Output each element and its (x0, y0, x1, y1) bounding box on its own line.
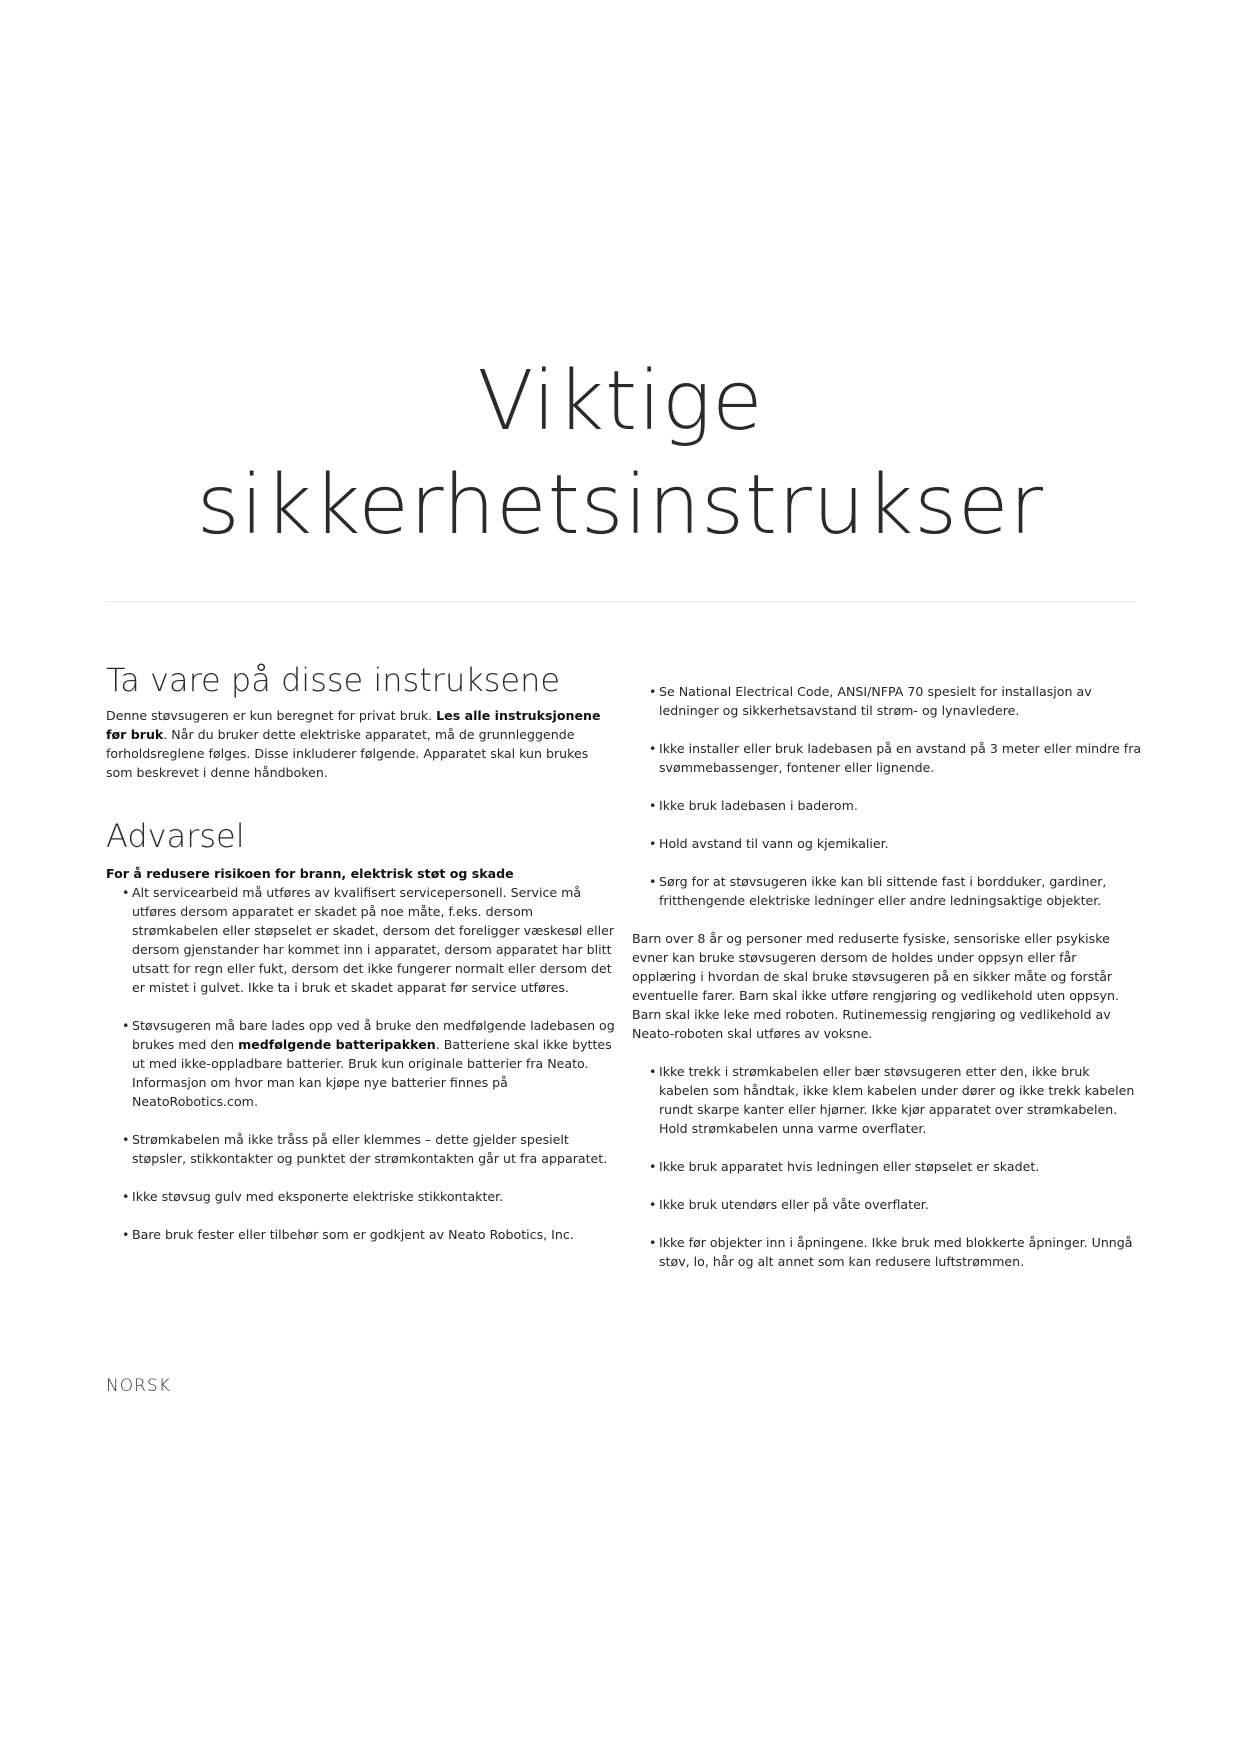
list-item: • Ikke bruk utendørs eller på våte overflater. (632, 1195, 1142, 1214)
section-heading-warning: Advarsel (106, 817, 245, 855)
warning-subheading: For å redusere risikoen for brann, elektrisk støt og skade (106, 866, 514, 881)
list-item: • Ikke trekk i strømkabelen eller bær støvsugeren etter den, ikke bruk kabelen som håndtak, ikke klem kabelen under dører og ikke trekk kabelen rundt skarpe kanter eller hjørner. Ikke kjør apparatet over strømkabelen. Hold strømkabelen unna varme overflater. (632, 1062, 1142, 1138)
list-item: • Bare bruk fester eller tilbehør som er godkjent av Neato Robotics, Inc. (106, 1225, 616, 1244)
list-item: • Ikke bruk ladebasen i baderom. (632, 796, 1142, 815)
left-column (106, 660, 616, 1263)
section-heading-instructions: Ta vare på disse instruksene (106, 661, 561, 699)
safety-list-1 (632, 682, 1142, 910)
list-item: • Hold avstand til vann og kjemikalier. (632, 834, 1142, 853)
list-item: • Ikke før objekter inn i åpningene. Ikke bruk med blokkerte åpninger. Unngå støv, lo, hår og alt annet som kan redusere luftstrømmen. (632, 1233, 1142, 1271)
list-item: • Ikke støvsug gulv med eksponerte elektriske stikkontakter. (106, 1187, 616, 1206)
list-item: • Ikke installer eller bruk ladebasen på en avstand på 3 meter eller mindre fra svømmebassenger, fontener eller lignende. (632, 739, 1142, 777)
list-item: • Støvsugeren må bare lades opp ved å bruke den medfølgende ladebasen og brukes med den medfølgende batteripakken. Batteriene skal ikke byttes ut med ikke-oppladbare batterier. Bruk kun originale batterier fra Neato. Informasjon om hvor man kan kjøpe nye batterier finnes på NeatoRobotics.com. (106, 1016, 616, 1111)
intro-paragraph: Denne støvsugeren er kun beregnet for privat bruk. Les alle instruksjonene før bruk. Når du bruker dette elektriske apparatet, må de grunnleggende forholdsreglene følges. Disse inkluderer følgende. Apparatet skal kun brukes som beskrevet i denne håndboken. (106, 708, 601, 780)
list-item: • Sørg for at støvsugeren ikke kan bli sittende fast i bordduker, gardiner, fritthengende elektriske ledninger eller andre ledningsaktige objekter. (632, 872, 1142, 910)
right-column (632, 682, 1142, 1290)
page-title (0, 350, 1241, 558)
children-paragraph: Barn over 8 år og personer med reduserte fysiske, sensoriske eller psykiske evner kan bruke støvsugeren dersom de holdes under oppsyn eller får opplæring i hvordan de skal bruke støvsugeren på en sikker måte og forstår eventuelle farer. Barn skal ikke utføre rengjøring og vedlikehold uten oppsyn. Barn skal ikke leke med roboten. Rutinemessig rengjøring og vedlikehold av Neato-roboten skal utføres av voksne. (632, 931, 1119, 1041)
footer-language: NORSK (106, 1376, 171, 1396)
page-title-line1: Viktige (477, 354, 764, 449)
warning-list (106, 883, 616, 1244)
list-item: • Se National Electrical Code, ANSI/NFPA 70 spesielt for installasjon av ledninger og sikkerhetsavstand til strøm- og lynavledere. (632, 682, 1142, 720)
list-item: • Alt servicearbeid må utføres av kvalifisert servicepersonell. Service må utføres dersom apparatet er skadet på noe måte, f.eks. dersom strømkabelen eller støpselet er skadet, dersom det foreligger væskesøl eller dersom gjenstander har kommet inn i apparatet, dersom apparatet har blitt utsatt for regn eller fukt, dersom det ikke fungerer normalt eller dersom det er mistet i gulvet. Ikke ta i bruk et skadet apparat før service utføres. (106, 883, 616, 997)
page-title-line2: sikkerhetsinstrukser (196, 458, 1045, 553)
divider (106, 601, 1136, 602)
list-item: • Ikke bruk apparatet hvis ledningen eller støpselet er skadet. (632, 1157, 1142, 1176)
list-item: • Strømkabelen må ikke tråss på eller klemmes – dette gjelder spesielt støpsler, stikkontakter og punktet der strømkontakten går ut fra apparatet. (106, 1130, 616, 1168)
safety-list-2 (632, 1062, 1142, 1271)
